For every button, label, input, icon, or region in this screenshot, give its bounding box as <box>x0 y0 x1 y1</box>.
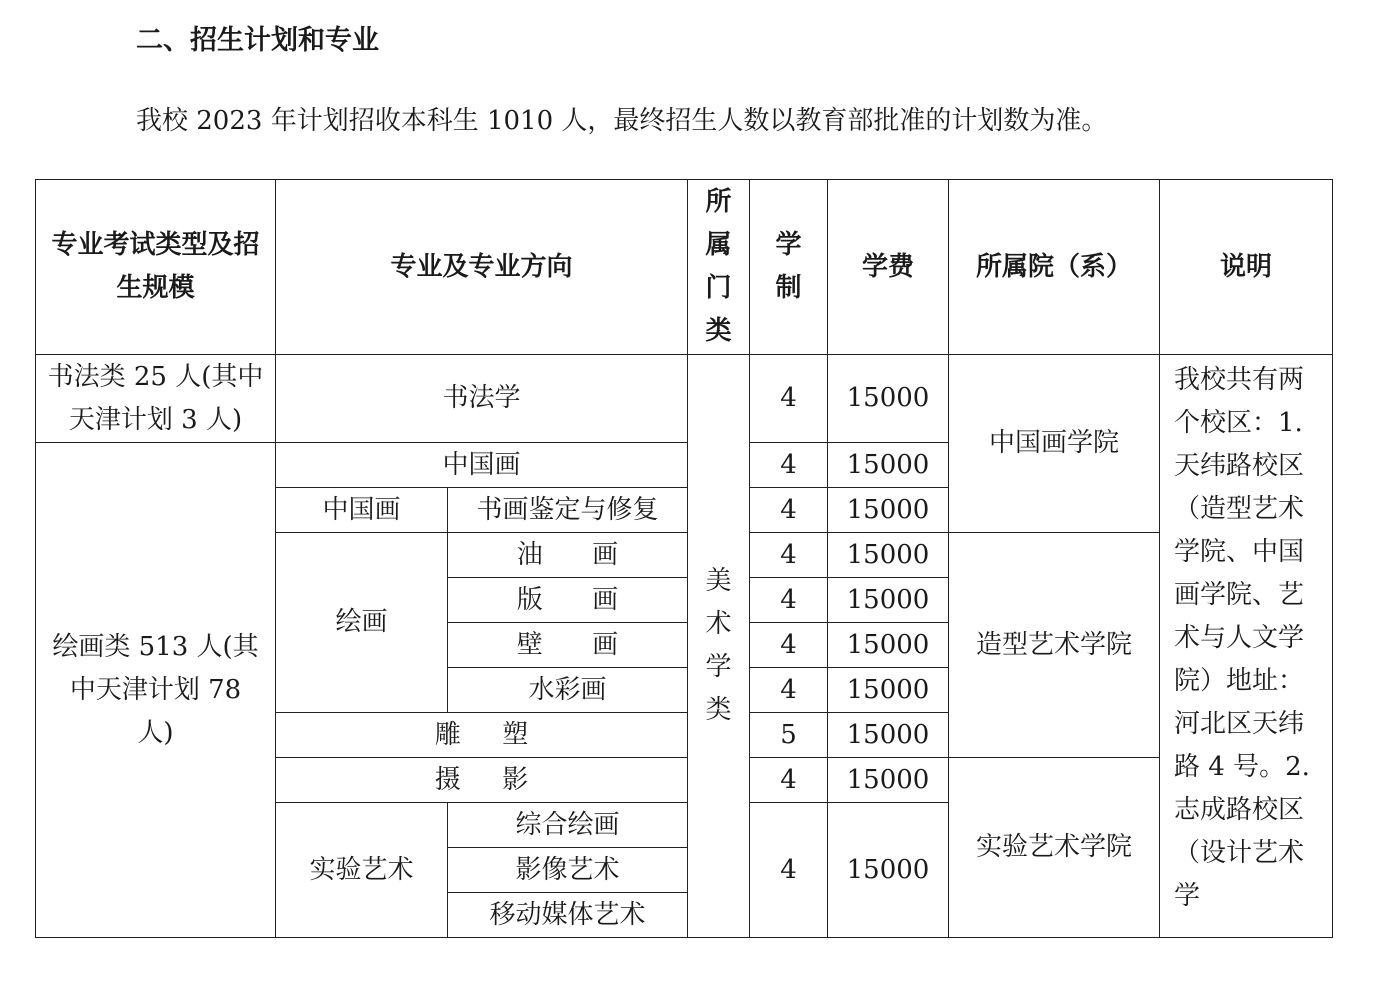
header-category: 所属门类 <box>688 180 750 355</box>
fee-cell: 15000 <box>828 758 949 803</box>
intro-paragraph: 我校 2023 年计划招收本科生 1010 人，最终招生人数以教育部批准的计划数为准。 <box>136 106 1108 136</box>
duration-cell: 4 <box>750 355 828 443</box>
fee-cell: 15000 <box>828 623 949 668</box>
major-bihua: 壁画 <box>448 623 688 668</box>
duration-cell: 4 <box>750 758 828 803</box>
major-yidong: 移动媒体艺术 <box>448 893 688 938</box>
college-fine-arts: 造型艺术学院 <box>949 533 1160 758</box>
major-jianding: 书画鉴定与修复 <box>448 488 688 533</box>
duration-cell: 4 <box>750 488 828 533</box>
table-row <box>36 355 1333 443</box>
fee-cell: 15000 <box>828 713 949 758</box>
duration-cell: 4 <box>750 803 828 938</box>
fee-cell: 15000 <box>828 443 949 488</box>
major-zhongguohua: 中国画 <box>276 443 688 488</box>
major-group-shiyan: 实验艺术 <box>276 803 448 938</box>
group-painting: 绘画类 513 人(其中天津计划 78 人) <box>36 443 276 938</box>
duration-cell: 4 <box>750 668 828 713</box>
header-college: 所属院（系） <box>949 180 1160 355</box>
duration-cell: 4 <box>750 533 828 578</box>
major-diaosu: 雕塑 <box>276 713 688 758</box>
fee-cell: 15000 <box>828 355 949 443</box>
college-chinese-painting: 中国画学院 <box>949 355 1160 533</box>
admission-plan-table <box>35 179 1333 938</box>
major-yingxiang: 影像艺术 <box>448 848 688 893</box>
college-experimental: 实验艺术学院 <box>949 758 1160 938</box>
fee-cell: 15000 <box>828 668 949 713</box>
note-cell: 我校共有两个校区：1.天纬路校区（造型艺术学院、中国画学院、艺术与人文学院）地址：河北区天纬路 4 号。2.志成路校区（设计艺术学 <box>1160 355 1333 938</box>
fee-cell: 15000 <box>828 578 949 623</box>
header-major: 专业及专业方向 <box>276 180 688 355</box>
section-title: 二、招生计划和专业 <box>136 25 379 56</box>
duration-cell: 4 <box>750 443 828 488</box>
fee-cell: 15000 <box>828 533 949 578</box>
major-shufaxue: 书法学 <box>276 355 688 443</box>
major-sheying: 摄影 <box>276 758 688 803</box>
duration-cell: 4 <box>750 623 828 668</box>
major-youhua: 油画 <box>448 533 688 578</box>
fee-cell: 15000 <box>828 803 949 938</box>
group-calligraphy: 书法类 25 人(其中天津计划 3 人) <box>36 355 276 443</box>
major-group-zhongguohua: 中国画 <box>276 488 448 533</box>
major-banhua: 版画 <box>448 578 688 623</box>
duration-cell: 5 <box>750 713 828 758</box>
header-fee: 学费 <box>828 180 949 355</box>
major-shuicaihua: 水彩画 <box>448 668 688 713</box>
fee-cell: 15000 <box>828 488 949 533</box>
header-exam-type: 专业考试类型及招生规模 <box>36 180 276 355</box>
major-zonghe: 综合绘画 <box>448 803 688 848</box>
header-duration: 学制 <box>750 180 828 355</box>
category-cell: 美术学类 <box>688 355 750 938</box>
major-group-huihua: 绘画 <box>276 533 448 713</box>
header-note: 说明 <box>1160 180 1333 355</box>
duration-cell: 4 <box>750 578 828 623</box>
header-row <box>36 180 1333 355</box>
